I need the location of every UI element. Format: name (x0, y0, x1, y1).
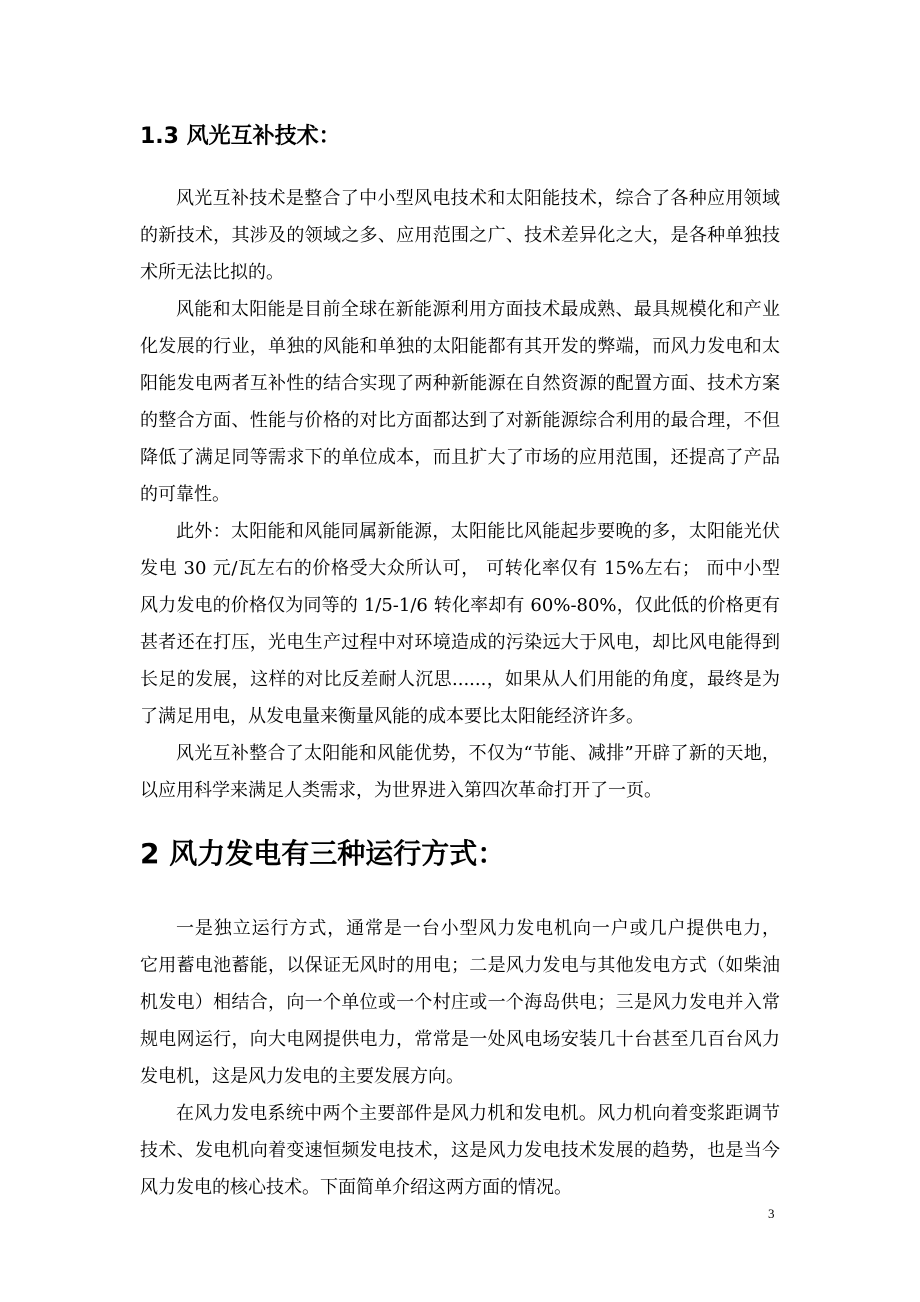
paragraph-line: 化发展的行业，单独的风能和单独的太阳能都有其开发的弊端，而风力发电和太 (140, 336, 780, 357)
paragraph-line: 术所无法比拟的。 (140, 262, 284, 283)
paragraph-line: 风光互补技术是整合了中小型风电技术和太阳能技术，综合了各种应用领域 (176, 188, 780, 209)
paragraph-line: 降低了满足同等需求下的单位成本，而且扩大了市场的应用范围，还提高了产品 (140, 447, 780, 468)
paragraph-line: 一是独立运行方式，通常是一台小型风力发电机向一户或几户提供电力， (176, 918, 780, 939)
paragraph-line: 机发电）相结合，向一个单位或一个村庄或一个海岛供电；三是风力发电并入常 (140, 992, 780, 1013)
paragraph-line: 此外：太阳能和风能同属新能源，太阳能比风能起步要晚的多，太阳能光伏 (176, 521, 780, 542)
section-heading-1-3: 1.3 风光互补技术： (140, 124, 341, 149)
section-heading-2: 2 风力发电有三种运行方式： (140, 837, 506, 870)
paragraph-line: 风力发电的价格仅为同等的 1/5-1/6 转化率却有 60%-80%，仅此低的价格更有 (140, 595, 780, 616)
paragraph-line: 风光互补整合了太阳能和风能优势，不仅为“节能、减排”开辟了新的天地， (176, 743, 780, 764)
paragraph-line: 发电机，这是风力发电的主要发展方向。 (140, 1066, 464, 1087)
paragraph-line: 了满足用电，从发电量来衡量风能的成本要比太阳能经济许多。 (140, 706, 644, 727)
paragraph-line: 甚者还在打压，光电生产过程中对环境造成的污染远大于风电，却比风电能得到 (140, 632, 780, 653)
paragraph-line: 以应用科学来满足人类需求，为世界进入第四次革命打开了一页。 (140, 780, 662, 801)
paragraph-line: 规电网运行，向大电网提供电力，常常是一处风电场安装几十台甚至几百台风力 (140, 1029, 780, 1050)
paragraph-line: 风能和太阳能是目前全球在新能源利用方面技术最成熟、最具规模化和产业 (176, 299, 780, 320)
paragraph-line: 长足的发展，这样的对比反差耐人沉思......，如果从人们用能的角度，最终是为 (140, 669, 780, 690)
paragraph-line: 的新技术，其涉及的领域之多、应用范围之广、技术差异化之大，是各种单独技 (140, 225, 780, 246)
paragraph-line: 的可靠性。 (140, 484, 230, 505)
paragraph-line: 发电 30 元/瓦左右的价格受大众所认可， 可转化率仅有 15%左右； 而中小型 (140, 558, 780, 579)
paragraph-line: 在风力发电系统中两个主要部件是风力机和发电机。风力机向着变浆距调节 (176, 1103, 780, 1124)
paragraph-line: 它用蓄电池蓄能，以保证无风时的用电；二是风力发电与其他发电方式（如柴油 (140, 955, 780, 976)
paragraph-line: 技术、发电机向着变速恒频发电技术，这是风力发电技术发展的趋势，也是当今 (140, 1140, 780, 1161)
paragraph-line: 阳能发电两者互补性的结合实现了两种新能源在自然资源的配置方面、技术方案 (140, 373, 780, 394)
paragraph-line: 风力发电的核心技术。下面简单介绍这两方面的情况。 (140, 1177, 572, 1198)
page-number: 3 (768, 1206, 775, 1221)
paragraph-line: 的整合方面、性能与价格的对比方面都达到了对新能源综合利用的最合理，不但 (140, 410, 780, 431)
